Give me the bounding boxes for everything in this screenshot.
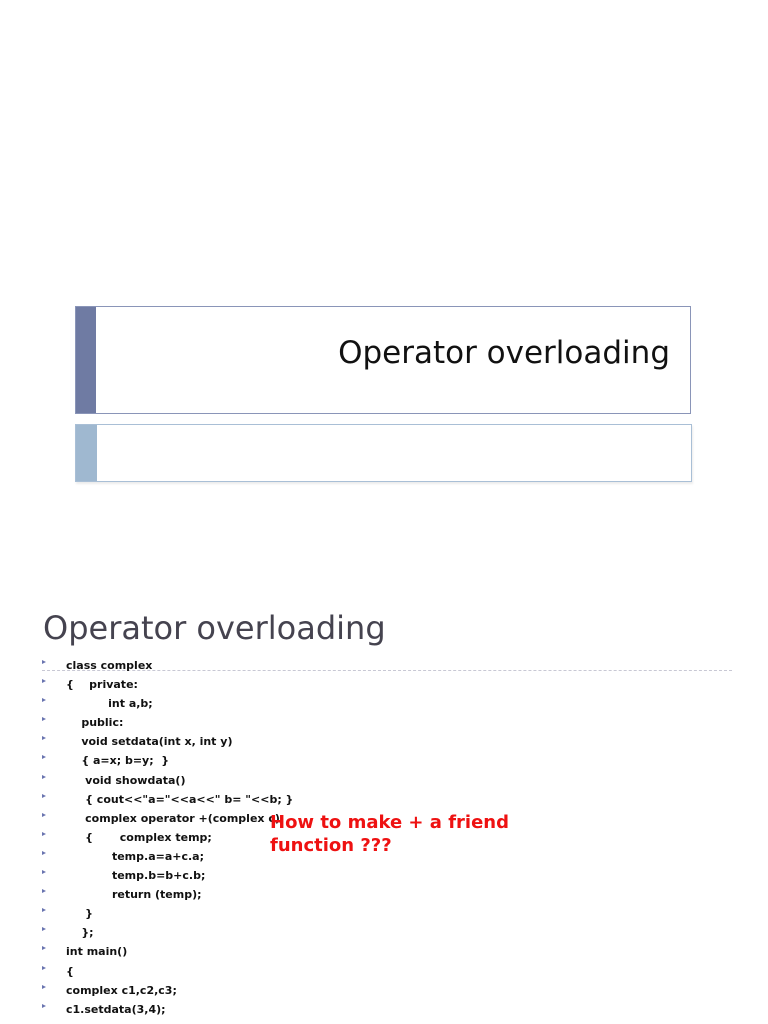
bullet-arrow-icon	[42, 679, 46, 683]
slide1-title-box	[75, 306, 691, 414]
bullet-arrow-icon	[42, 660, 46, 664]
bullet-arrow-icon	[42, 1004, 46, 1008]
slide1-subtitle-box	[75, 424, 692, 482]
bullet-arrow-icon	[42, 966, 46, 970]
bullet-arrow-icon	[42, 794, 46, 798]
bullet-arrow-icon	[42, 927, 46, 931]
code-line-text: {	[66, 964, 74, 978]
code-line-text: };	[66, 926, 94, 940]
code-line-text: int main()	[66, 945, 128, 959]
bullet-arrow-icon	[42, 698, 46, 702]
code-line-text: { cout<<"a="<<a<<" b= "<<b; }	[66, 792, 294, 806]
bullet-arrow-icon	[42, 755, 46, 759]
slide1-title: Operator overloading	[338, 335, 670, 371]
friend-function-callout: How to make + a friend function ???	[270, 812, 509, 856]
code-line-text: void showdata()	[66, 773, 186, 787]
code-line-text: return (temp);	[66, 888, 202, 902]
bullet-arrow-icon	[42, 717, 46, 721]
code-line-text: { private:	[66, 678, 138, 692]
bullet-arrow-icon	[42, 946, 46, 950]
code-line-text: temp.b=b+c.b;	[66, 869, 206, 883]
code-line-text: public:	[66, 716, 124, 730]
bullet-arrow-icon	[42, 870, 46, 874]
bullet-arrow-icon	[42, 736, 46, 740]
code-line-text: }	[66, 907, 93, 921]
code-line-text: class complex	[66, 659, 153, 672]
code-line-text: { complex temp;	[66, 830, 212, 844]
code-line-text: complex c1,c2,c3;	[66, 983, 177, 997]
code-line-text: c1.setdata(3,4);	[66, 1002, 166, 1016]
bullet-arrow-icon	[42, 851, 46, 855]
title-accent-bar	[76, 307, 96, 413]
code-line-text: void setdata(int x, int y)	[66, 735, 233, 749]
slide2-title: Operator overloading	[43, 609, 386, 647]
subtitle-accent-bar	[76, 425, 97, 481]
code-line-text: { a=x; b=y; }	[66, 754, 170, 768]
bullet-arrow-icon	[42, 889, 46, 893]
bullet-arrow-icon	[42, 832, 46, 836]
bullet-arrow-icon	[42, 908, 46, 912]
bullet-arrow-icon	[42, 775, 46, 779]
bullet-arrow-icon	[42, 813, 46, 817]
code-line-text: int a,b;	[66, 697, 153, 711]
bullet-arrow-icon	[42, 985, 46, 989]
code-line-text: temp.a=a+c.a;	[66, 849, 204, 863]
code-line-text: complex operator +(complex c)	[66, 811, 280, 825]
